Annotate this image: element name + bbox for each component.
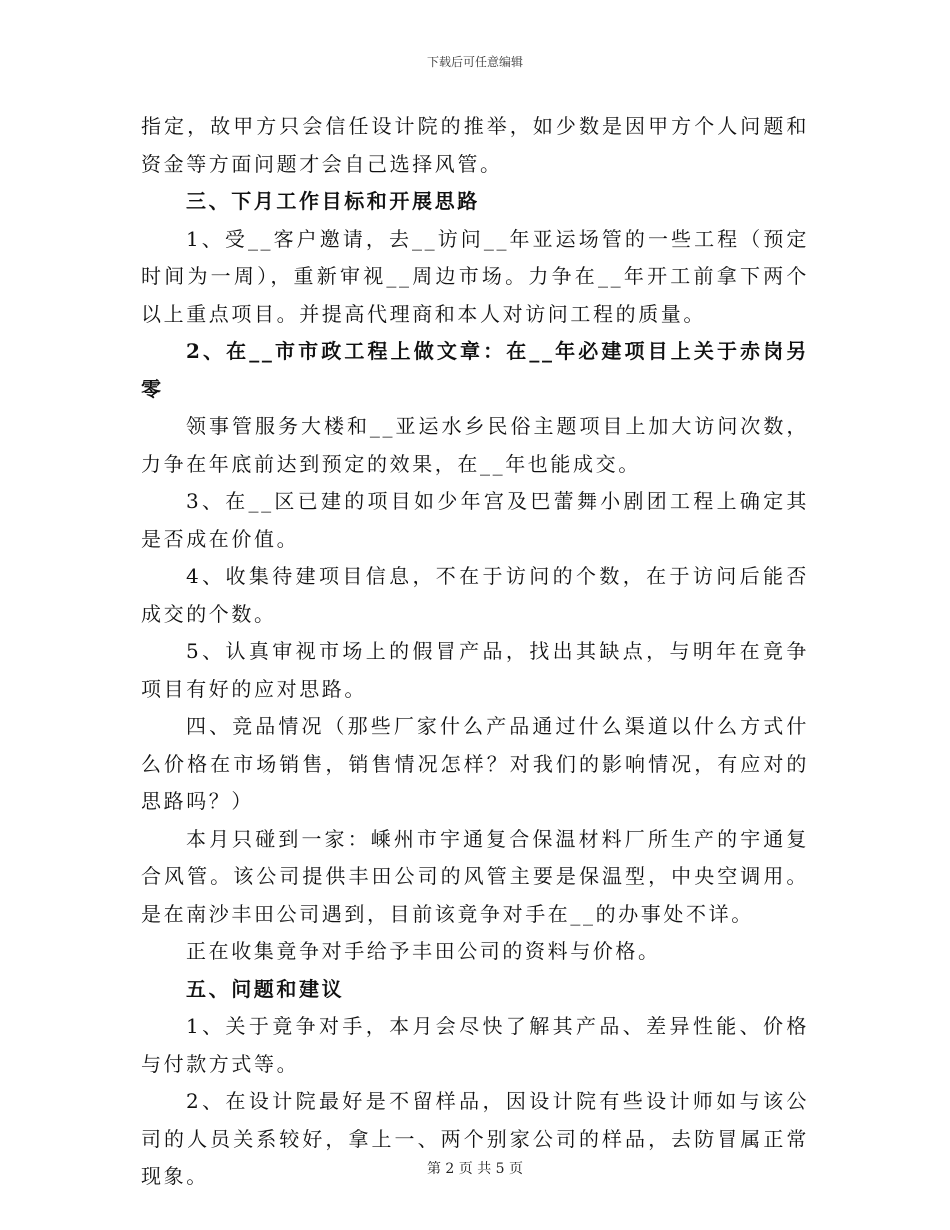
page-header: 下载后可任意编辑: [426, 55, 523, 69]
paragraph: 指定，故甲方只会信任设计院的推举，如少数是因甲方个人问题和资金等方面问题才会自己选择风管。: [141, 114, 809, 176]
paragraph: 5、认真审视市场上的假冒产品，找出其缺点，与明年在竟争项目有好的应对思路。: [141, 639, 809, 701]
paragraph: 正在收集竟争对手给予丰田公司的资料与价格。: [186, 939, 661, 963]
page-number: 第 2 页 共 5 页: [426, 1161, 524, 1177]
paragraph: 3、在__区已建的项目如少年宫及巴蕾舞小剧团工程上确定其是否成在价值。: [141, 489, 809, 551]
paragraph: 2、在设计院最好是不留样品，因设计院有些设计师如与该公司的人员关系较好，拿上一、两个别家公司的样品，去防冒属正常现象。: [141, 1089, 809, 1188]
document-body: [141, 108, 809, 1196]
paragraph: 本月只碰到一家：嵊州市宇通复合保温材料厂所生产的宇通复合风管。该公司提供丰田公司的风管主要是保温型，中央空调用。是在南沙丰田公司遇到，目前该竟争对手在__的办事处不详。: [141, 826, 809, 926]
paragraph-bold: 2、在__市市政工程上做文章：在__年必建项目上关于赤岗另零: [141, 339, 809, 401]
paragraph: 4、收集待建项目信息，不在于访问的个数，在于访问后能否成交的个数。: [141, 564, 809, 626]
section-heading: 五、问题和建议: [186, 976, 345, 1001]
paragraph: 1、受__客户邀请，去__访问__年亚运场管的一些工程（预定时间为一周），重新审视__周边市场。力争在__年开工前拿下两个以上重点项目。并提高代理商和本人对访问工程的质量。: [141, 226, 809, 326]
paragraph: 领事管服务大楼和__亚运水乡民俗主题项目上加大访问次数，力争在年底前达到预定的效果，在__年也能成交。: [141, 414, 809, 476]
paragraph: 1、关于竟争对手，本月会尽快了解其产品、差异性能、价格与付款方式等。: [141, 1014, 809, 1076]
paragraph: 四、竞品情况（那些厂家什么产品通过什么渠道以什么方式什么价格在市场销售，销售情况怎样？对我们的影响情况，有应对的思路吗？）: [141, 714, 809, 813]
section-heading: 三、下月工作目标和开展思路: [186, 189, 480, 213]
